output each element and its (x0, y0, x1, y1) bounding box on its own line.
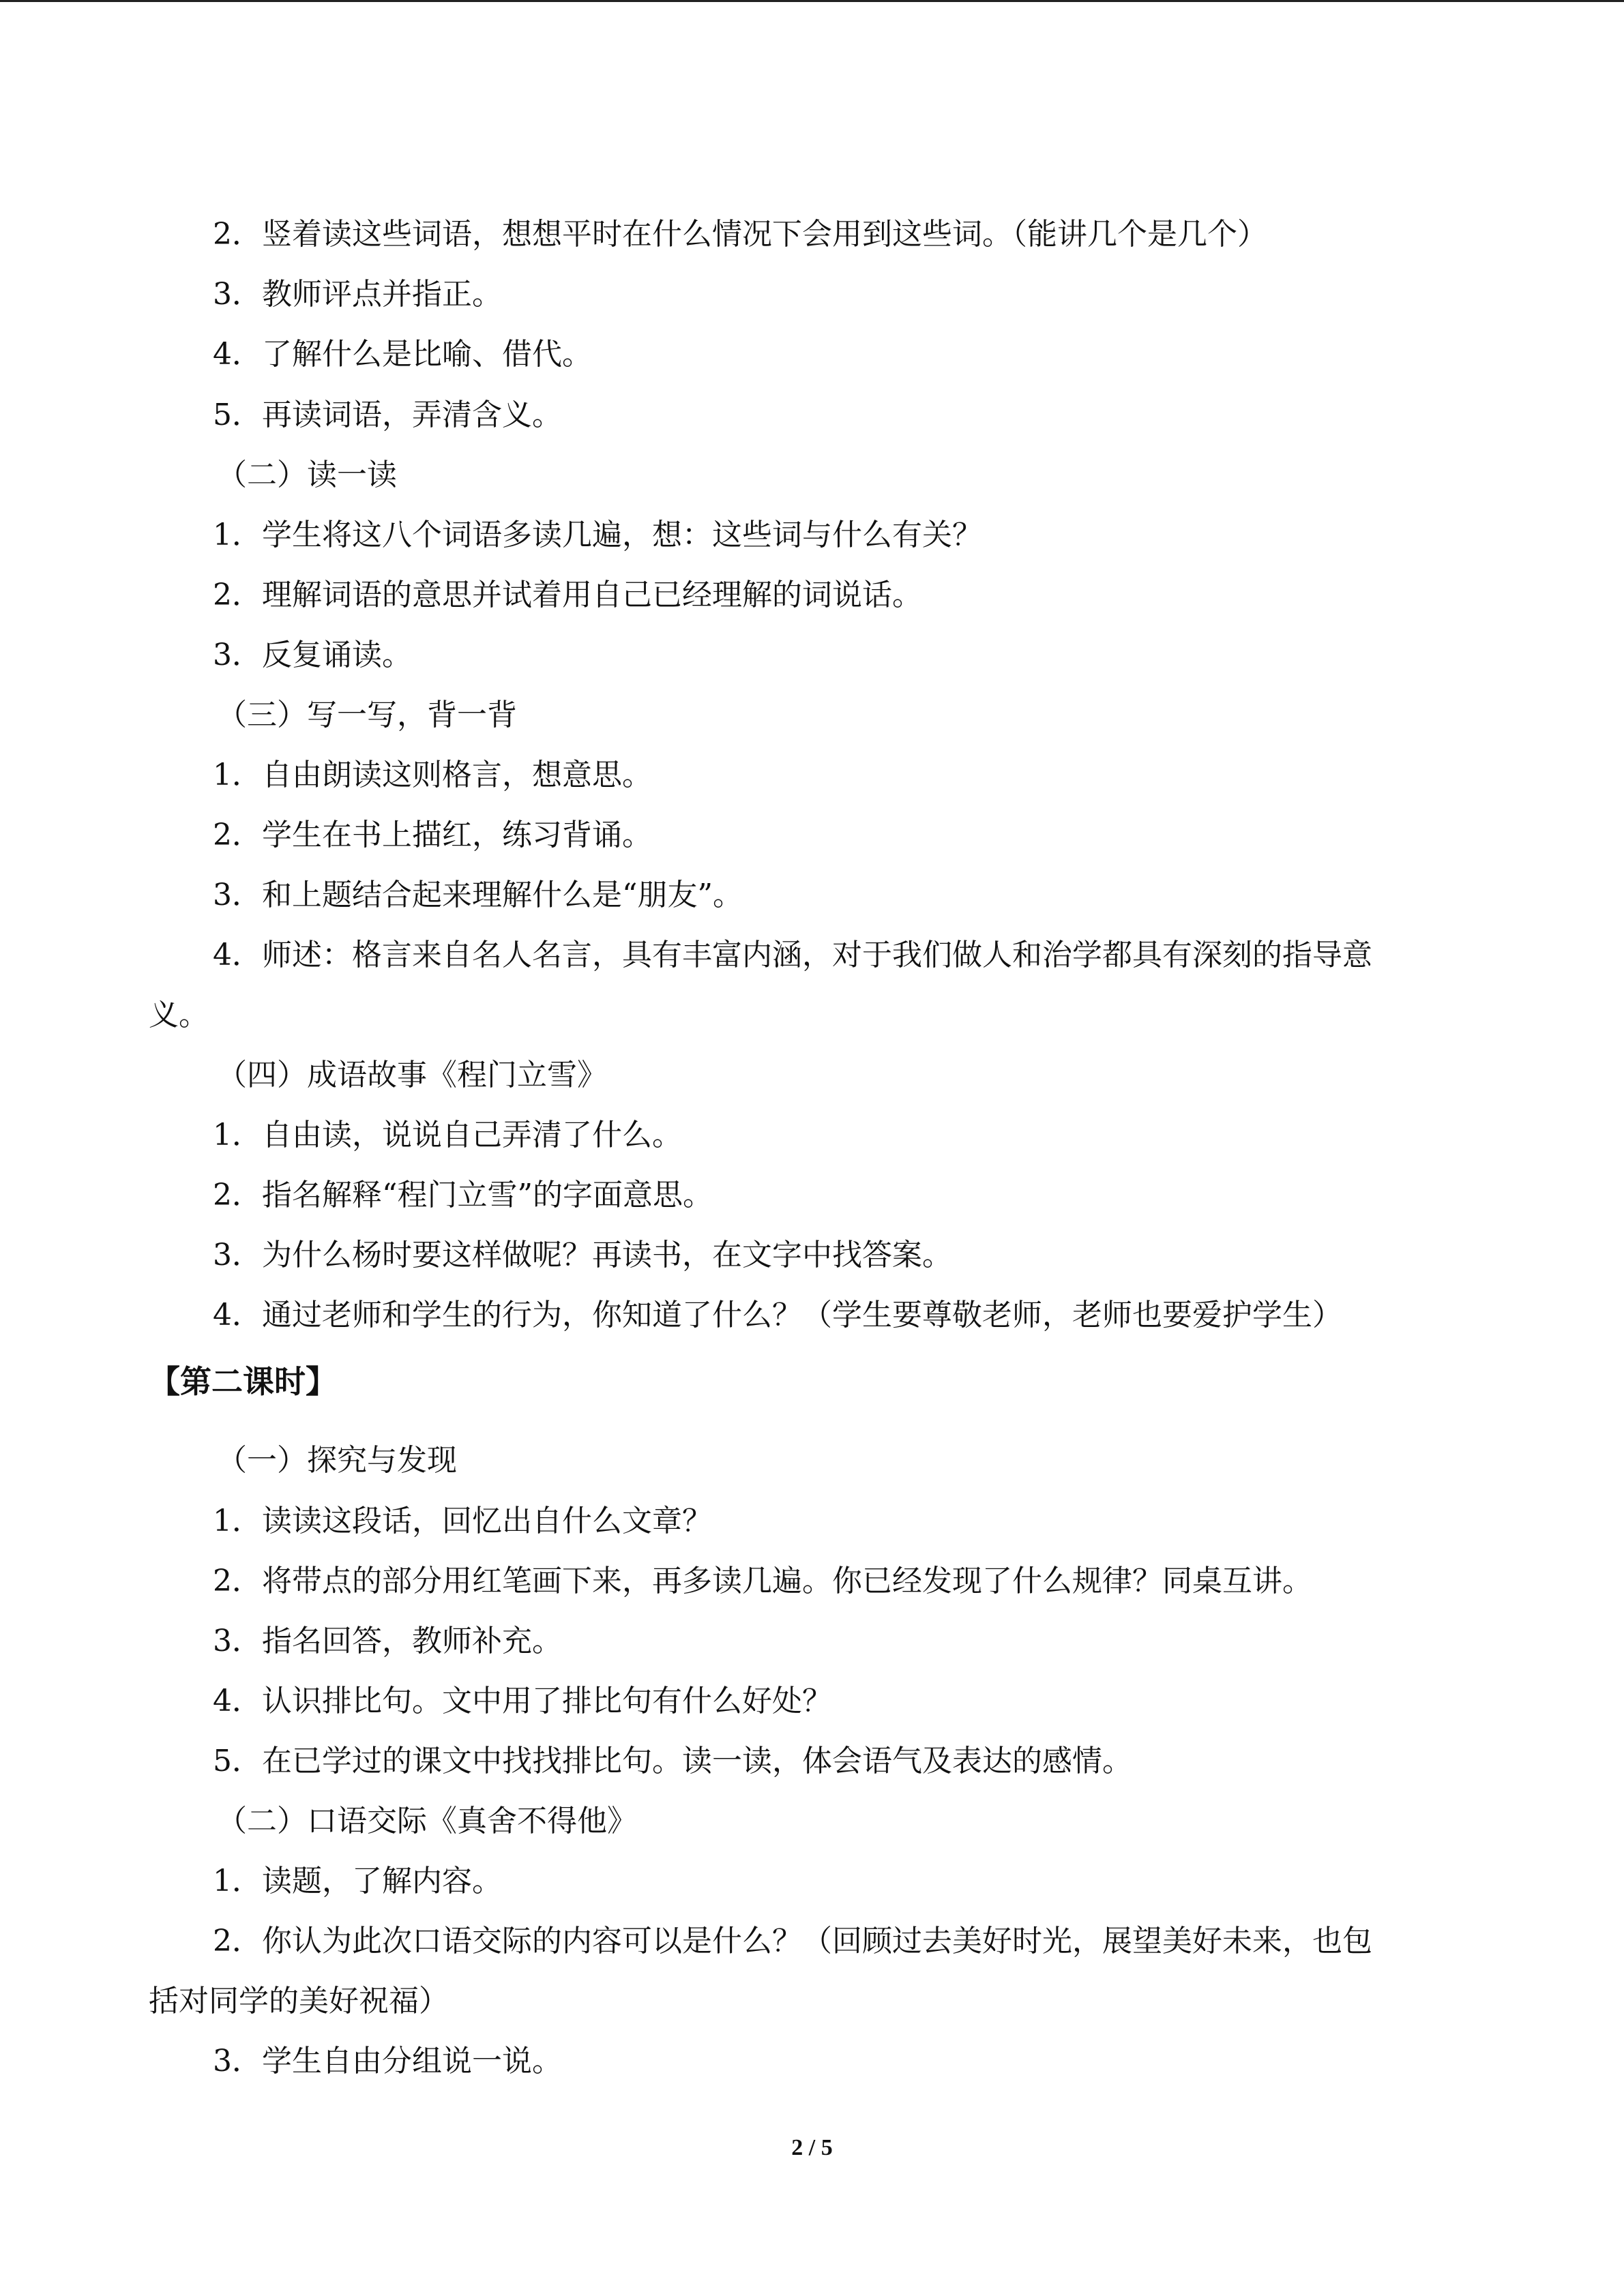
subsection-heading: （一）探究与发现 (217, 1443, 457, 1478)
subsection-heading: （二）读一读 (217, 458, 397, 492)
paragraph-line: 5．在已学过的课文中找找排比句。读一读，体会语气及表达的感情。 (213, 1744, 1132, 1778)
subsection-heading: （二）口语交际《真舍不得他》 (217, 1804, 637, 1838)
paragraph-line: 括对同学的美好祝福） (149, 1984, 449, 2018)
paragraph-line: 义。 (149, 998, 209, 1032)
paragraph-line: 4．通过老师和学生的行为，你知道了什么？（学生要尊敬老师，老师也要爱护学生） (213, 1298, 1342, 1332)
section-heading: 【第二课时】 (149, 1363, 337, 1400)
paragraph-line: 4．师述：格言来自名人名言，具有丰富内涵，对于我们做人和治学都具有深刻的指导意 (213, 938, 1372, 972)
paragraph-line: 2．你认为此次口语交际的内容可以是什么？（回顾过去美好时光，展望美好未来，也包 (213, 1924, 1372, 1958)
paragraph-line: 4．了解什么是比喻、借代。 (213, 337, 592, 372)
paragraph-line: 1．自由读，说说自己弄清了什么。 (213, 1118, 682, 1152)
paragraph-line: 3．学生自由分组说一说。 (213, 2044, 562, 2078)
subsection-heading: （四）成语故事《程门立雪》 (217, 1058, 607, 1092)
paragraph-line: 4．认识排比句。文中用了排比句有什么好处？ (213, 1684, 832, 1718)
paragraph-line: 1．读读这段话，回忆出自什么文章？ (213, 1504, 712, 1538)
page-number: 2 / 5 (791, 2135, 833, 2160)
paragraph-line: 1．读题，了解内容。 (213, 1864, 502, 1898)
paragraph-line: 2．竖着读这些词语，想想平时在什么情况下会用到这些词。（能讲几个是几个） (213, 217, 1267, 252)
paragraph-line: 2．指名解释“程门立雪”的字面意思。 (213, 1178, 713, 1212)
paragraph-line: 2．将带点的部分用红笔画下来，再多读几遍。你已经发现了什么规律？同桌互讲。 (213, 1564, 1312, 1598)
paragraph-line: 2．学生在书上描红，练习背诵。 (213, 818, 652, 852)
paragraph-line: 5．再读词语，弄清含义。 (213, 398, 562, 432)
paragraph-line: 1．自由朗读这则格言，想意思。 (213, 758, 652, 792)
paragraph-line: 3．和上题结合起来理解什么是“朋友”。 (213, 878, 743, 912)
paragraph-line: 3．反复诵读。 (213, 638, 412, 672)
paragraph-line: 2．理解词语的意思并试着用自己已经理解的词说话。 (213, 578, 922, 612)
paragraph-line: 1．学生将这八个词语多读几遍，想：这些词与什么有关？ (213, 518, 982, 552)
subsection-heading: （三）写一写，背一背 (217, 698, 517, 732)
paragraph-line: 3．为什么杨时要这样做呢？再读书，在文字中找答案。 (213, 1238, 952, 1272)
paragraph-line: 3．教师评点并指正。 (213, 277, 502, 312)
paragraph-line: 3．指名回答，教师补充。 (213, 1624, 562, 1658)
